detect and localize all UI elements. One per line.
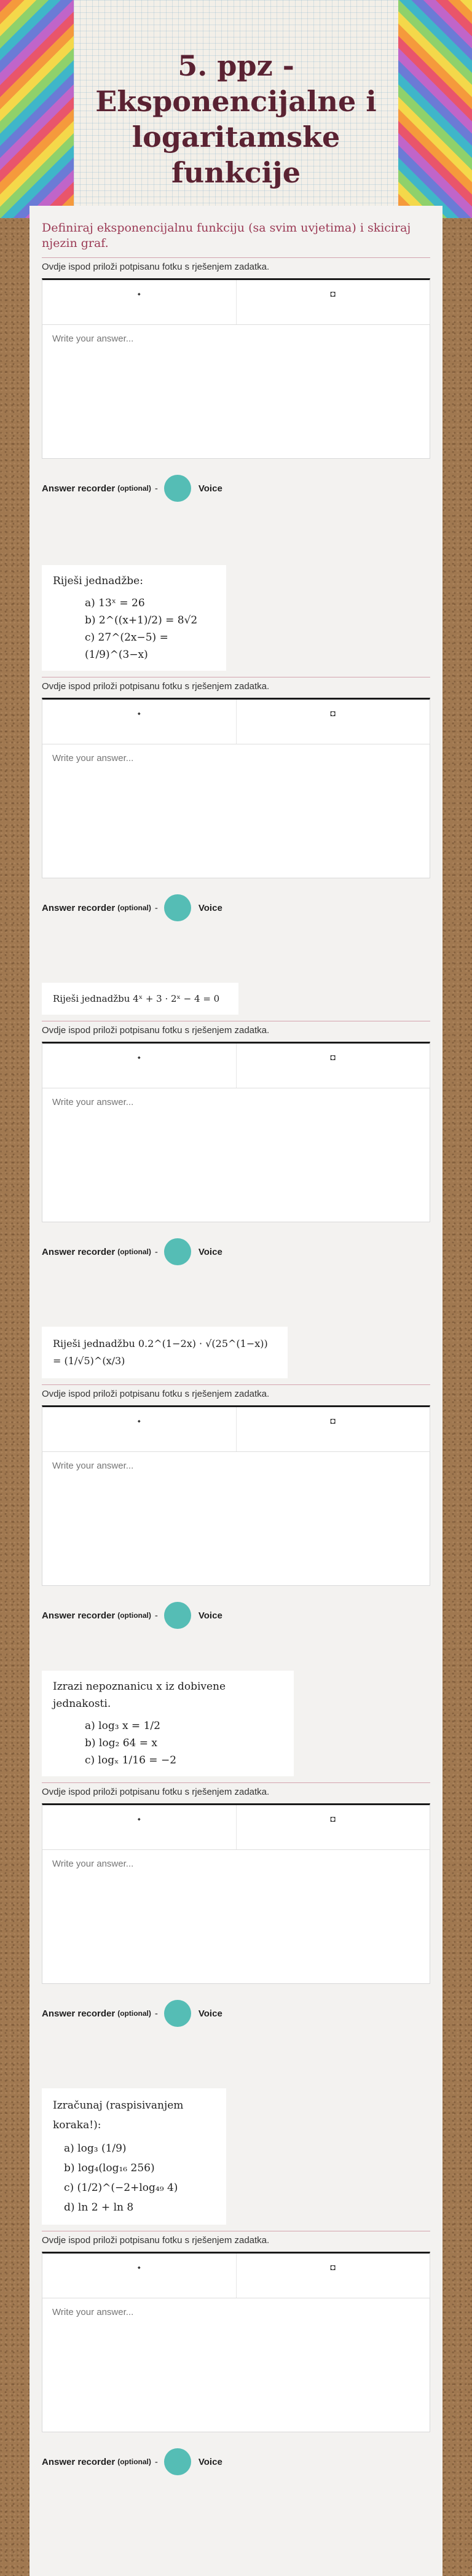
camera-icon: ◘ [330,2262,336,2272]
task-a: a) log₃ (1/9) [64,2142,127,2155]
equation-b: b) 2^((x+1)/2) = 8√2 [85,614,198,626]
camera-icon: ◘ [330,708,336,718]
question-intro: Izrazi nepoznanicu x iz dobivene jednakosti. [53,1680,226,1710]
voice-label: Voice [198,902,222,913]
question-block-5 [42,1671,430,2027]
answer-textarea[interactable] [42,325,430,459]
chevron-pattern-left [0,0,74,218]
upload-instruction: Ovdje ispod priloži potpisanu fotku s rješenjem zadatka. [42,2235,270,2246]
recorder-optional: (optional) [117,1611,151,1620]
upload-toolbar [42,1042,430,1088]
upload-toolbar [42,1405,430,1452]
upload-file-button[interactable] [42,1805,236,1849]
upload-instruction: Ovdje ispod priloži potpisanu fotku s rješenjem zadatka. [42,262,270,272]
recorder-optional: (optional) [117,2009,151,2018]
camera-button[interactable] [236,1044,430,1088]
divider [42,1782,430,1783]
upload-icon: ⬩ [137,1052,141,1062]
header-banner [0,0,472,218]
question-image [42,1327,288,1378]
answer-recorder [42,2448,430,2475]
answer-textarea[interactable] [42,1452,430,1586]
voice-record-button[interactable] [164,1602,191,1629]
voice-record-button[interactable] [164,1238,191,1265]
upload-file-button[interactable] [42,1044,236,1088]
upload-toolbar [42,1803,430,1850]
recorder-label: Answer recorder [42,483,116,494]
upload-icon: ⬩ [137,289,141,299]
voice-label: Voice [198,1610,222,1621]
upload-instruction: Ovdje ispod priloži potpisanu fotku s rješenjem zadatka. [42,1025,270,1036]
camera-button[interactable] [236,1407,430,1451]
camera-button[interactable] [236,1805,430,1849]
upload-toolbar [42,278,430,325]
answer-recorder [42,894,430,921]
recorder-label: Answer recorder [42,1246,116,1257]
voice-record-button[interactable] [164,475,191,502]
recorder-optional: (optional) [117,1247,151,1256]
question-text: Riješi jednadžbu 0.2^(1−2x) · √(25^(1−x)) = (1/√5)^(x/3) [53,1338,268,1367]
question-image [42,983,238,1015]
upload-file-button[interactable] [42,280,236,324]
question-block-4 [42,1327,430,1629]
equation-c: c) logₓ 1/16 = −2 [85,1754,177,1766]
recorder-dash: - [154,1610,158,1621]
question-image [42,565,226,671]
upload-file-button[interactable] [42,2254,236,2298]
camera-button[interactable] [236,2254,430,2298]
answer-recorder [42,1238,430,1265]
question-block-1 [42,221,430,502]
divider [42,1384,430,1385]
camera-icon: ◘ [330,1814,336,1824]
answer-textarea[interactable] [42,2298,430,2432]
divider [42,257,430,258]
question-block-2 [42,565,430,921]
upload-toolbar [42,698,430,744]
answer-recorder [42,475,430,502]
answer-textarea[interactable] [42,1850,430,1984]
answer-recorder [42,2000,430,2027]
chevron-pattern-right [398,0,472,218]
question-intro: Izračunaj (raspisivanjem koraka!): [53,2099,184,2131]
voice-label: Voice [198,2456,222,2467]
voice-record-button[interactable] [164,2000,191,2027]
recorder-optional: (optional) [117,904,151,912]
task-b: b) log₄(log₁₆ 256) [64,2162,155,2174]
upload-instruction: Ovdje ispod priloži potpisanu fotku s rješenjem zadatka. [42,681,270,692]
recorder-label: Answer recorder [42,902,116,913]
answer-recorder [42,1602,430,1629]
camera-button[interactable] [236,700,430,744]
question-text: Riješi jednadžbu 4ˣ + 3 · 2ˣ − 4 = 0 [53,993,220,1004]
camera-icon: ◘ [330,289,336,299]
question-block-6 [42,2088,430,2475]
voice-record-button[interactable] [164,894,191,921]
recorder-dash: - [154,2456,158,2467]
recorder-label: Answer recorder [42,2456,116,2467]
equation-b: b) log₂ 64 = x [85,1737,157,1749]
upload-icon: ⬩ [137,1416,141,1426]
upload-file-button[interactable] [42,700,236,744]
camera-icon: ◘ [330,1416,336,1426]
recorder-optional: (optional) [117,2457,151,2466]
upload-file-button[interactable] [42,1407,236,1451]
voice-label: Voice [198,2008,222,2019]
answer-textarea[interactable] [42,1088,430,1222]
camera-icon: ◘ [330,1052,336,1062]
equation-c: c) 27^(2x−5) = (1/9)^(3−x) [85,631,168,661]
equation-a: a) log₃ x = 1/2 [85,1720,160,1732]
worksheet-panel [30,206,442,2576]
upload-icon: ⬩ [137,708,141,718]
answer-textarea[interactable] [42,744,430,878]
recorder-optional: (optional) [117,484,151,493]
voice-record-button[interactable] [164,2448,191,2475]
recorder-dash: - [154,1246,158,1257]
question-text: Definiraj eksponencijalnu funkciju (sa svim uvjetima) i skiciraj njezin graf. [42,221,411,250]
question-image [42,2088,226,2225]
camera-button[interactable] [236,280,430,324]
recorder-dash: - [154,2008,158,2019]
task-c: c) (1/2)^(−2+log₄₉ 4) [64,2182,178,2194]
upload-icon: ⬩ [137,2262,141,2272]
recorder-label: Answer recorder [42,1610,116,1621]
voice-label: Voice [198,1246,222,1257]
recorder-dash: - [154,483,158,494]
upload-instruction: Ovdje ispod priloži potpisanu fotku s rješenjem zadatka. [42,1787,270,1797]
equation-a: a) 13ˣ = 26 [85,597,145,609]
upload-instruction: Ovdje ispod priloži potpisanu fotku s rješenjem zadatka. [42,1389,270,1399]
question-block-3 [42,983,430,1265]
upload-toolbar [42,2252,430,2298]
recorder-dash: - [154,902,158,913]
task-d: d) ln 2 + ln 8 [64,2201,134,2214]
upload-icon: ⬩ [137,1814,141,1824]
voice-label: Voice [198,483,222,494]
page-title: 5. ppz - Eksponencijalne i logaritamske funkcije [95,49,377,189]
question-image [42,1671,294,1776]
recorder-label: Answer recorder [42,2008,116,2019]
question-intro: Riješi jednadžbe: [53,575,143,587]
